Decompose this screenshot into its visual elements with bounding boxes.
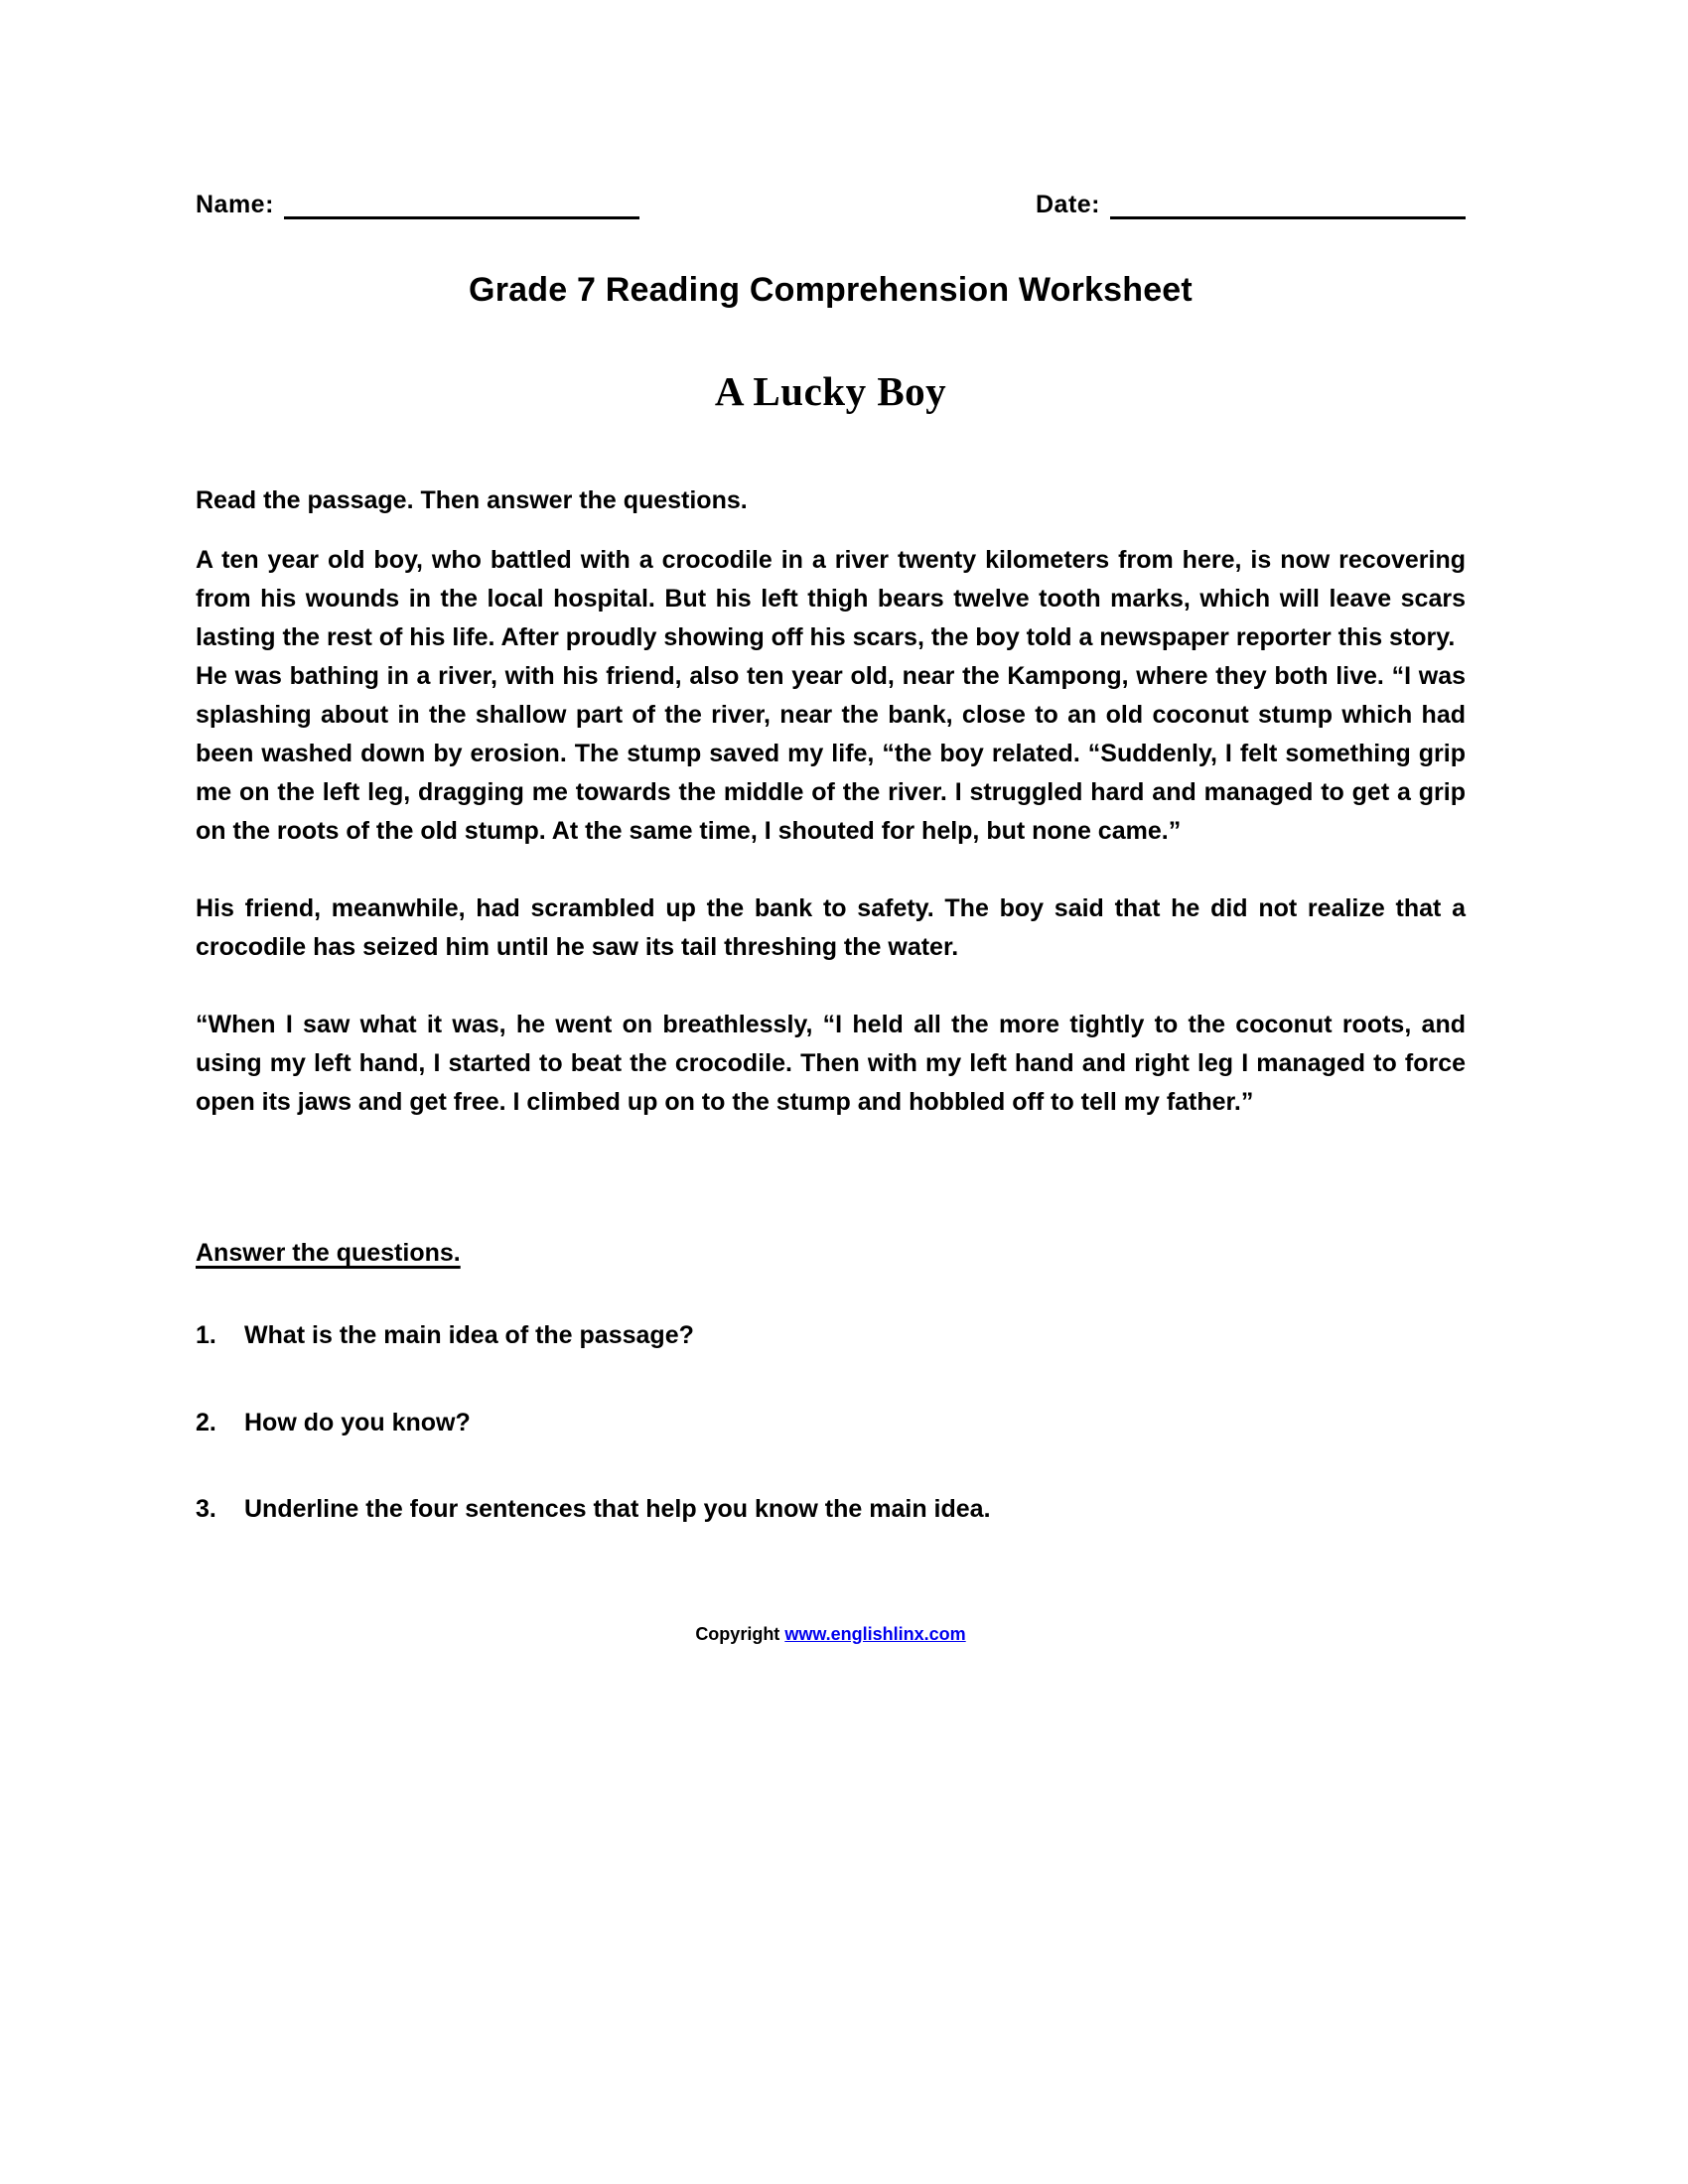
passage-paragraph-4: “When I saw what it was, he went on breathlessly, “I held all the more tightly to the coconut roots, and using my left hand, I started to beat the crocodile. Then with my left hand and right leg I managed to force open its jaws and get free. I climbed up on to the stump and hobbled off to tell my father.” (196, 1011, 1466, 1116)
passage-title: A Lucky Boy (714, 368, 947, 414)
question-2-number: 2. (196, 1408, 216, 1436)
passage-paragraph-1: A ten year old boy, who battled with a crocodile in a river twenty kilometers from here, is now recovering from his wounds in the local hospital. But his left thigh bears twelve tooth marks, which will leave scars lasting the rest of his life. After proudly showing off his scars, the boy told a newspaper reporter this story. (196, 546, 1466, 651)
date-label: Date: (1035, 191, 1100, 218)
date-field (1036, 191, 1466, 219)
question-3-number: 3. (196, 1495, 216, 1523)
name-date-row (196, 191, 1466, 219)
name-label: Name: (196, 191, 274, 218)
instructions-text: Read the passage. Then answer the questions. (196, 486, 748, 514)
name-blank-line (284, 191, 639, 219)
question-2-text: How do you know? (244, 1408, 471, 1436)
worksheet-title: Grade 7 Reading Comprehension Worksheet (469, 271, 1193, 309)
copyright-line (196, 1624, 1466, 1645)
question-3 (196, 1491, 1466, 1529)
answer-section-heading: Answer the questions. (196, 1239, 461, 1267)
question-1 (196, 1317, 1466, 1355)
question-1-text: What is the main idea of the passage? (244, 1321, 694, 1349)
passage-paragraph-3: His friend, meanwhile, had scrambled up the bank to safety. The boy said that he did not realize that a crocodile has seized him until he saw its tail threshing the water. (196, 894, 1466, 961)
question-2 (196, 1405, 1466, 1442)
question-1-number: 1. (196, 1321, 216, 1349)
copyright-text: Copyright (695, 1623, 785, 1644)
date-blank-line (1110, 191, 1466, 219)
copyright-link[interactable]: www.englishlinx.com (784, 1623, 966, 1644)
passage-paragraph-2: He was bathing in a river, with his friend, also ten year old, near the Kampong, where they both live. “I was splashing about in the shallow part of the river, near the bank, close to an old coconut stump which had been washed down by erosion. The stump saved my life, “the boy related. “Suddenly, I felt something grip me on the left leg, dragging me towards the middle of the river. I struggled hard and managed to get a grip on the roots of the old stump. At the same time, I shouted for help, but none came.” (196, 662, 1466, 845)
question-3-text: Underline the four sentences that help you know the main idea. (244, 1495, 991, 1523)
name-field (196, 191, 639, 219)
